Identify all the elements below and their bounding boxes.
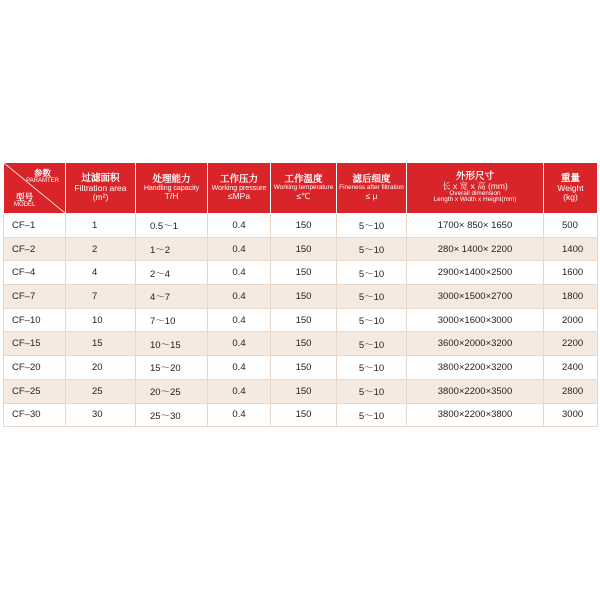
cell-model: CF–15 xyxy=(4,332,66,356)
table-header xyxy=(4,163,598,214)
cell-area: 15 xyxy=(66,332,136,356)
header-working-pressure: 工作压力 Working pressure ≤MPa xyxy=(208,163,271,214)
cell-pressure: 0.4 xyxy=(208,237,271,261)
cell-model: CF–4 xyxy=(4,261,66,285)
header-overall-dimension: 外形尺寸 长 x 宽 x 高 (mm) Overall dimension Length x Width x Height(mm) xyxy=(407,163,544,214)
cell-pressure: 0.4 xyxy=(208,261,271,285)
cell-temperature: 150 xyxy=(271,285,337,309)
cell-fineness: 5～10 xyxy=(337,237,407,261)
cell-area: 7 xyxy=(66,285,136,309)
cell-capacity: 7～10 xyxy=(136,308,208,332)
cell-temperature: 150 xyxy=(271,308,337,332)
cell-pressure: 0.4 xyxy=(208,379,271,403)
cell-area: 2 xyxy=(66,237,136,261)
cell-dimension: 280× 1400× 2200 xyxy=(407,237,544,261)
cell-fineness: 5～10 xyxy=(337,261,407,285)
cell-model: CF–2 xyxy=(4,237,66,261)
cell-temperature: 150 xyxy=(271,261,337,285)
cell-area: 4 xyxy=(66,261,136,285)
corner-model-label: 型号 MODEL xyxy=(14,191,36,208)
cell-area: 10 xyxy=(66,308,136,332)
cell-weight: 500 xyxy=(544,214,598,238)
cell-capacity: 20～25 xyxy=(136,379,208,403)
cell-dimension: 3800×2200×3800 xyxy=(407,403,544,427)
cell-weight: 1800 xyxy=(544,285,598,309)
corner-parameter-label: 参数 PARAMTER xyxy=(26,168,59,184)
cell-area: 25 xyxy=(66,379,136,403)
header-handling-capacity: 处理能力 Handling capacity T/H xyxy=(136,163,208,214)
cell-model: CF–20 xyxy=(4,356,66,380)
cell-model: CF–7 xyxy=(4,285,66,309)
table-row xyxy=(4,214,598,238)
header-weight: 重量 Weight (kg) xyxy=(544,163,598,214)
cell-weight: 2400 xyxy=(544,356,598,380)
cell-model: CF–25 xyxy=(4,379,66,403)
cell-model: CF–30 xyxy=(4,403,66,427)
cell-pressure: 0.4 xyxy=(208,332,271,356)
spec-table xyxy=(3,162,598,427)
cell-fineness: 5～10 xyxy=(337,308,407,332)
cell-temperature: 150 xyxy=(271,237,337,261)
table-row xyxy=(4,379,598,403)
table-row xyxy=(4,285,598,309)
cell-temperature: 150 xyxy=(271,214,337,238)
cell-temperature: 150 xyxy=(271,356,337,380)
header-corner-cell xyxy=(4,163,66,214)
header-fineness: 滤后细度 Fineness after filtration ≤ μ xyxy=(337,163,407,214)
cell-pressure: 0.4 xyxy=(208,214,271,238)
cell-model: CF–10 xyxy=(4,308,66,332)
cell-fineness: 5～10 xyxy=(337,379,407,403)
cell-weight: 1400 xyxy=(544,237,598,261)
table-row xyxy=(4,308,598,332)
cell-pressure: 0.4 xyxy=(208,403,271,427)
cell-capacity: 1～2 xyxy=(136,237,208,261)
cell-weight: 3000 xyxy=(544,403,598,427)
table-row xyxy=(4,403,598,427)
cell-capacity: 10～15 xyxy=(136,332,208,356)
cell-pressure: 0.4 xyxy=(208,308,271,332)
table-row xyxy=(4,332,598,356)
cell-temperature: 150 xyxy=(271,403,337,427)
cell-weight: 2800 xyxy=(544,379,598,403)
spec-table-wrapper xyxy=(3,162,597,427)
cell-fineness: 5～10 xyxy=(337,403,407,427)
header-filtration-area: 过滤面积 Filtration area (m²) xyxy=(66,163,136,214)
cell-fineness: 5～10 xyxy=(337,285,407,309)
cell-pressure: 0.4 xyxy=(208,285,271,309)
cell-dimension: 3800×2200×3500 xyxy=(407,379,544,403)
cell-capacity: 25～30 xyxy=(136,403,208,427)
cell-fineness: 5～10 xyxy=(337,356,407,380)
cell-capacity: 2～4 xyxy=(136,261,208,285)
cell-weight: 1600 xyxy=(544,261,598,285)
cell-fineness: 5～10 xyxy=(337,214,407,238)
cell-area: 30 xyxy=(66,403,136,427)
cell-weight: 2000 xyxy=(544,308,598,332)
cell-dimension: 3000×1500×2700 xyxy=(407,285,544,309)
cell-temperature: 150 xyxy=(271,332,337,356)
table-row xyxy=(4,356,598,380)
cell-dimension: 1700× 850× 1650 xyxy=(407,214,544,238)
table-body xyxy=(4,214,598,427)
cell-temperature: 150 xyxy=(271,379,337,403)
cell-fineness: 5～10 xyxy=(337,332,407,356)
cell-dimension: 2900×1400×2500 xyxy=(407,261,544,285)
table-row xyxy=(4,261,598,285)
header-working-temperature: 工作温度 Working temperature ≤℃ xyxy=(271,163,337,214)
cell-model: CF–1 xyxy=(4,214,66,238)
cell-dimension: 3800×2200×3200 xyxy=(407,356,544,380)
table-row xyxy=(4,237,598,261)
cell-dimension: 3000×1600×3000 xyxy=(407,308,544,332)
cell-capacity: 4～7 xyxy=(136,285,208,309)
cell-capacity: 0.5～1 xyxy=(136,214,208,238)
cell-weight: 2200 xyxy=(544,332,598,356)
cell-area: 20 xyxy=(66,356,136,380)
cell-area: 1 xyxy=(66,214,136,238)
cell-capacity: 15～20 xyxy=(136,356,208,380)
cell-dimension: 3600×2000×3200 xyxy=(407,332,544,356)
cell-pressure: 0.4 xyxy=(208,356,271,380)
